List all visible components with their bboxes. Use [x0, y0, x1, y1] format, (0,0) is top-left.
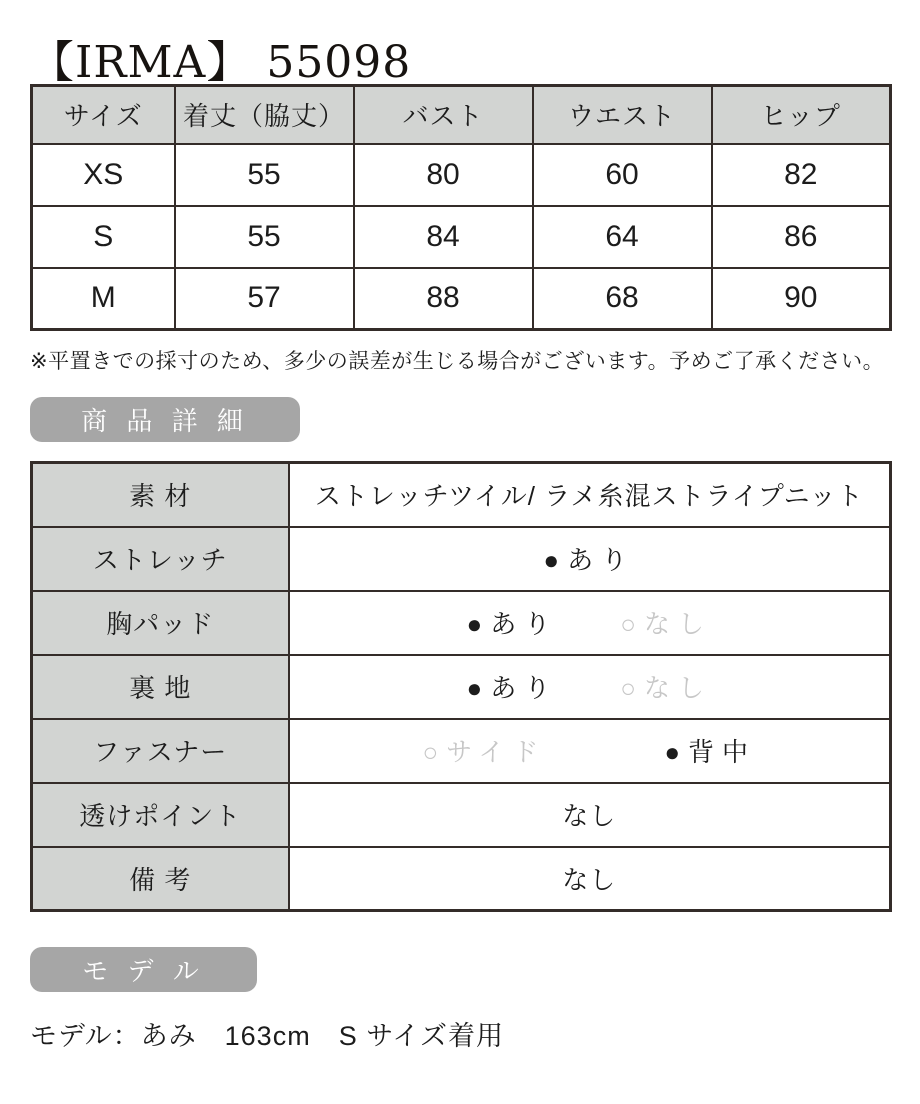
sheer-point-value: なし	[562, 801, 617, 831]
waist-col-header: ウエスト	[533, 86, 712, 144]
option-unselected: ○なし	[620, 673, 712, 703]
length-value: 57	[175, 268, 354, 330]
bust-value: 88	[354, 268, 533, 330]
detail-value	[289, 719, 891, 783]
length-value: 55	[175, 206, 354, 268]
hip-value: 86	[712, 206, 891, 268]
waist-value: 64	[533, 206, 712, 268]
section-heading-model	[30, 947, 257, 992]
size-row-xs	[32, 144, 891, 206]
bust-value: 80	[354, 144, 533, 206]
detail-value	[289, 591, 891, 655]
size-row-m	[32, 268, 891, 330]
waist-value: 60	[533, 144, 712, 206]
measurement-note: ※平置きでの採寸のため、多少の誤差が生じる場合がございます。予めご了承ください。	[30, 350, 885, 373]
option-selected: ●あり	[466, 609, 559, 639]
detail-label: 透けポイント	[32, 783, 289, 847]
length-col-header: 着丈（脇丈）	[175, 86, 354, 144]
hip-value: 90	[712, 268, 891, 330]
detail-label: 備 考	[32, 847, 289, 911]
detail-row-lining	[32, 655, 891, 719]
size-col-header: サイズ	[32, 86, 175, 144]
size-label: XS	[32, 144, 175, 206]
bust-col-header: バスト	[354, 86, 533, 144]
detail-label: ファスナー	[32, 719, 289, 783]
option-selected: ●あり	[466, 673, 559, 703]
detail-value	[289, 783, 891, 847]
detail-row-material	[32, 463, 891, 527]
size-label: S	[32, 206, 175, 268]
detail-value	[289, 527, 891, 591]
detail-row-chest-pad	[32, 591, 891, 655]
product-details-table	[30, 461, 892, 912]
section-heading-label: モ デ ル	[82, 956, 205, 986]
waist-value: 68	[533, 268, 712, 330]
detail-value	[289, 847, 891, 911]
hip-col-header: ヒップ	[712, 86, 891, 144]
detail-row-fastener	[32, 719, 891, 783]
section-heading-product-details	[30, 397, 300, 442]
model-info: モデル：あみ 163cm S サイズ着用	[30, 1021, 505, 1051]
bust-value: 84	[354, 206, 533, 268]
hip-value: 82	[712, 144, 891, 206]
detail-value	[289, 655, 891, 719]
detail-row-stretch	[32, 527, 891, 591]
length-value: 55	[175, 144, 354, 206]
detail-value	[289, 463, 891, 527]
page-title: 【IRMA】 55098	[30, 37, 412, 88]
detail-row-sheer-point	[32, 783, 891, 847]
detail-row-remarks	[32, 847, 891, 911]
size-label: M	[32, 268, 175, 330]
size-row-s	[32, 206, 891, 268]
detail-label: ストレッチ	[32, 527, 289, 591]
size-table-header-row	[32, 86, 891, 144]
option-unselected: ○サイド	[422, 737, 547, 767]
detail-label: 胸パッド	[32, 591, 289, 655]
option-selected: ●背中	[664, 737, 757, 767]
material-value: ストレッチツイル/ ラメ糸混ストライプニット	[314, 481, 864, 512]
section-heading-label: 商 品 詳 細	[81, 406, 249, 436]
size-table	[30, 84, 892, 331]
remarks-value: なし	[562, 864, 617, 895]
option-unselected: ○なし	[620, 609, 712, 639]
detail-label: 裏 地	[32, 655, 289, 719]
detail-label: 素 材	[32, 463, 289, 527]
option-selected: ●あり	[543, 545, 636, 575]
